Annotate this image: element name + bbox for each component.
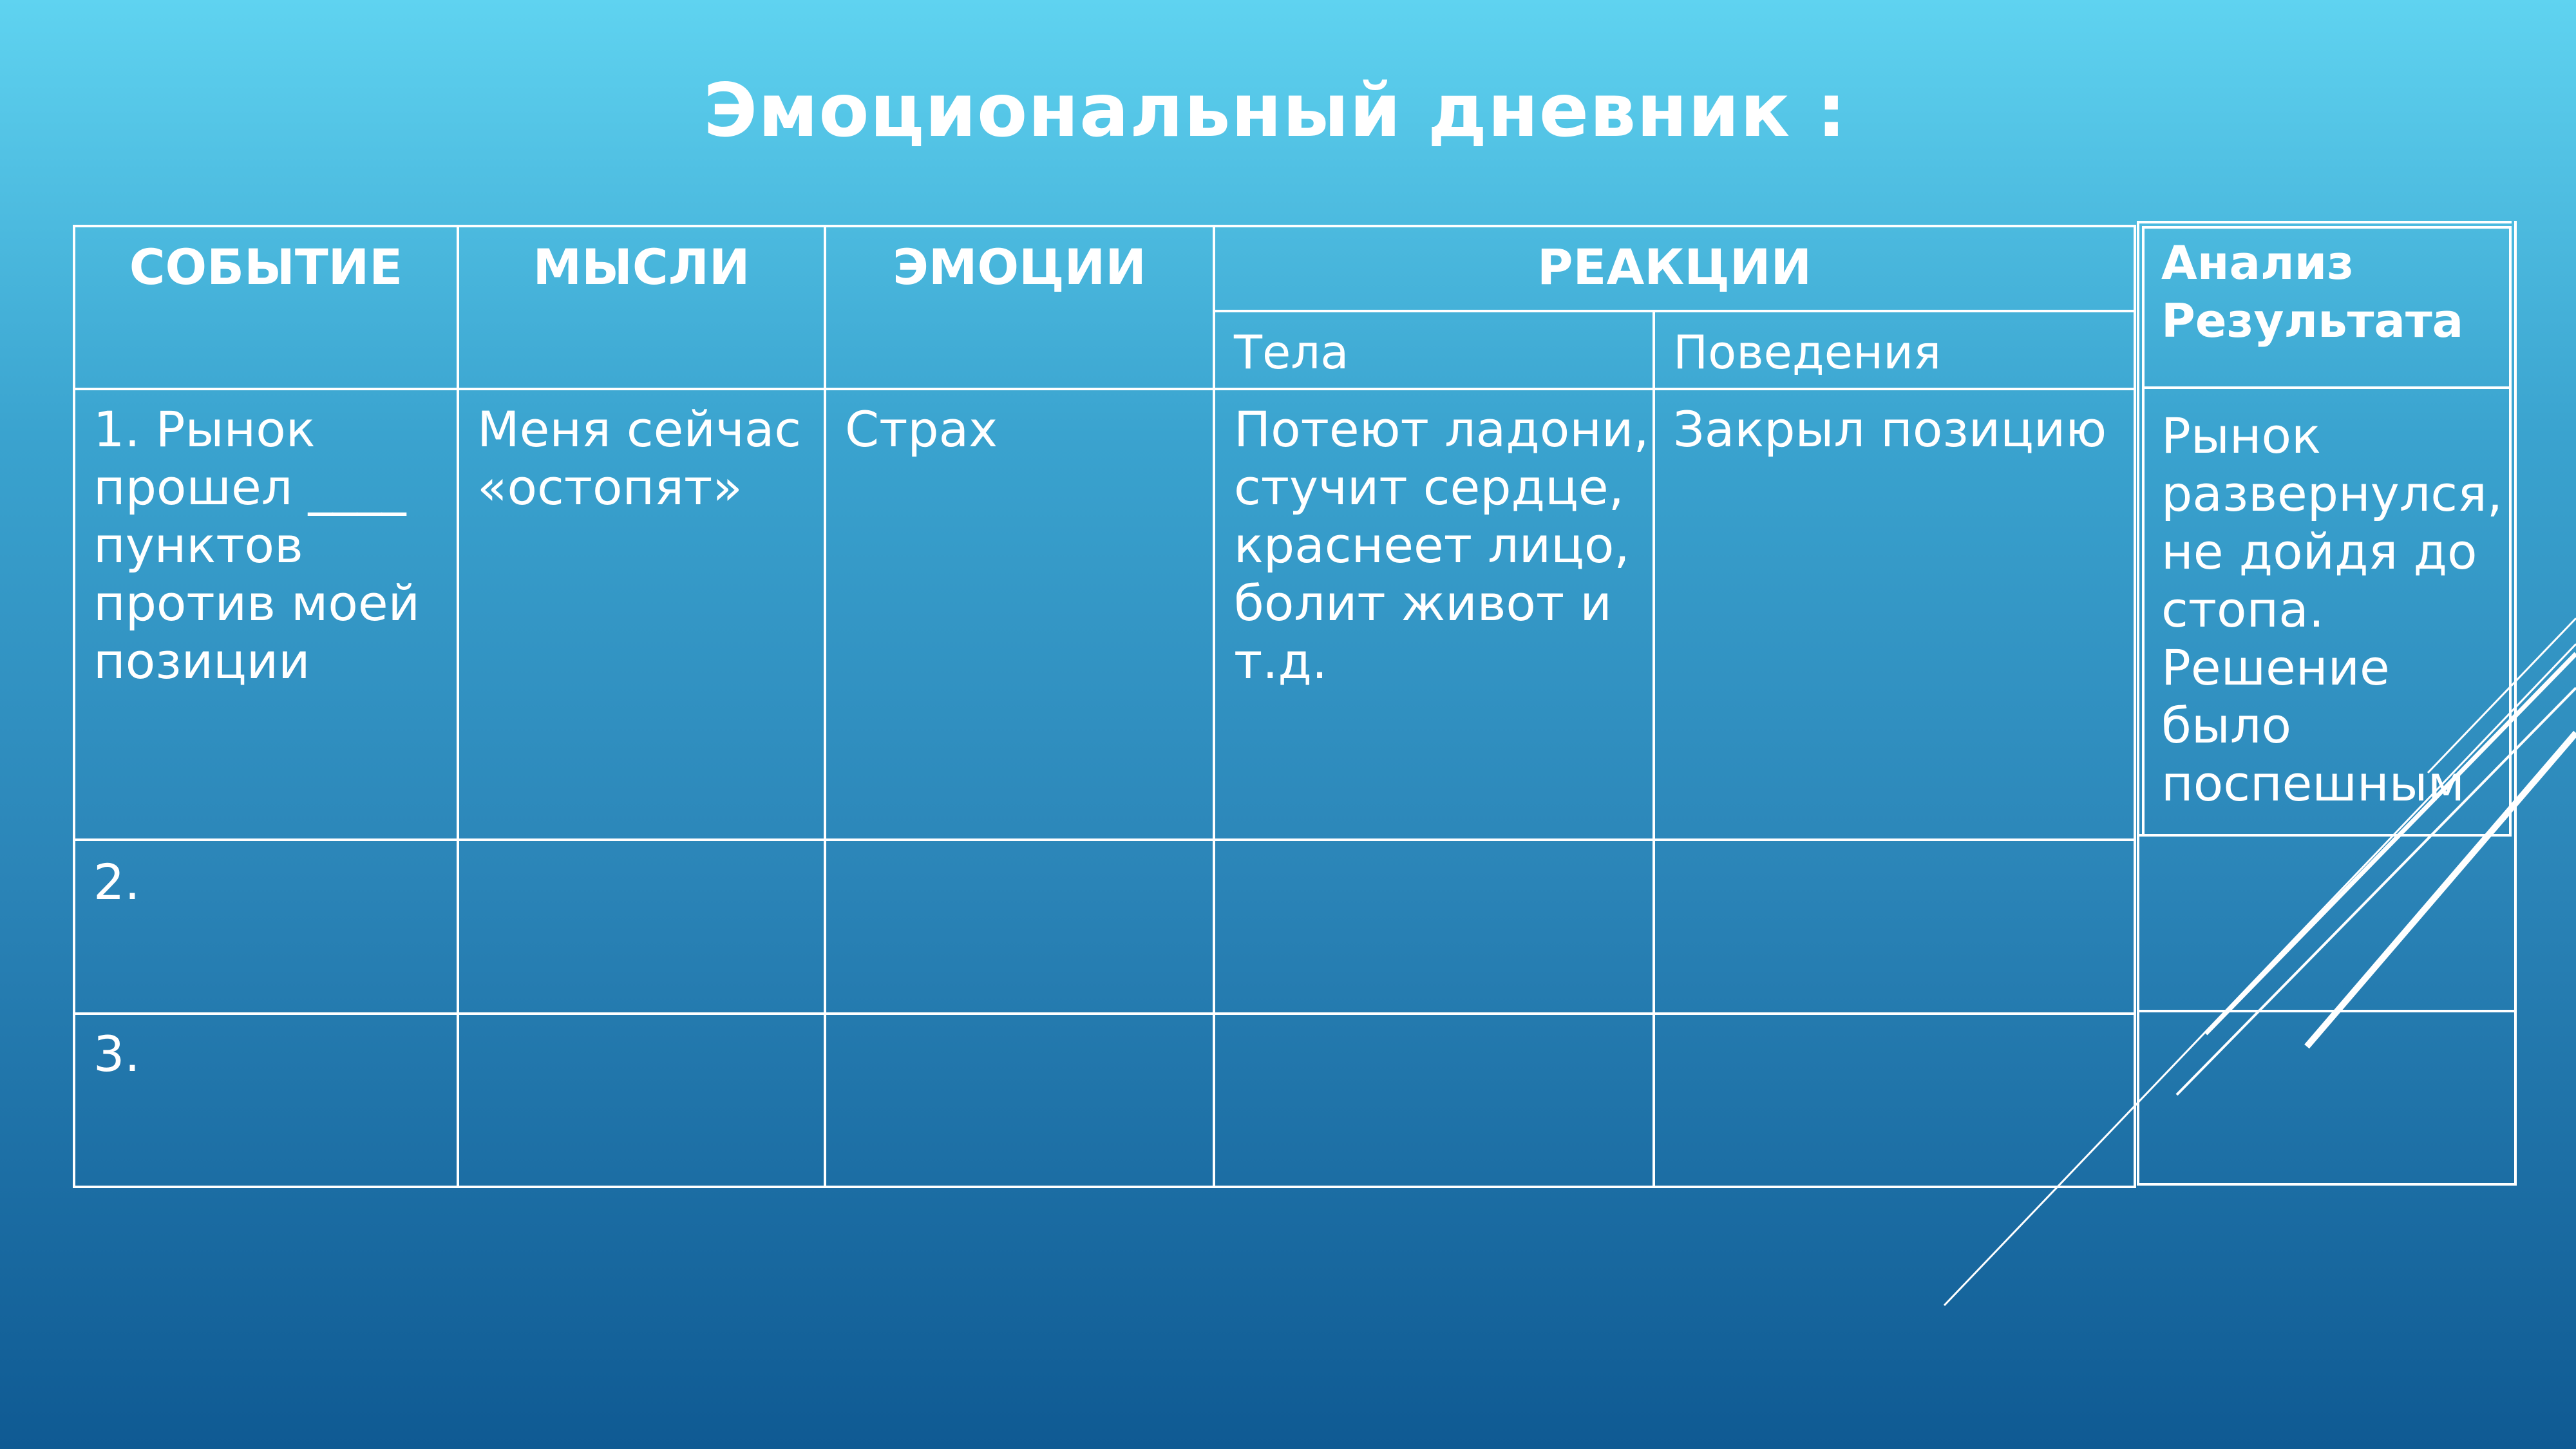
header-event: СОБЫТИЕ xyxy=(129,238,403,296)
analysis-row1: Рынок развернулся, не дойдя до стопа. Решение было поспешным xyxy=(2161,407,2503,812)
header-body: Тела xyxy=(1234,325,1349,379)
header-emotions: ЭМОЦИИ xyxy=(893,238,1146,296)
row3-event: 3. xyxy=(93,1025,140,1083)
row1-emotions: Страх xyxy=(845,401,998,458)
row1-event: 1. Рынок прошел ____ пунктов против моей позиции xyxy=(93,401,421,690)
header-behavior: Поведения xyxy=(1673,325,1942,379)
row1-thoughts: Меня сейчас «остопят» xyxy=(477,401,802,516)
analysis-header: Анализ Результата xyxy=(2161,236,2464,348)
row1-behavior: Закрыл позицию xyxy=(1673,401,2107,458)
row1-body: Потеют ладони, стучит сердце, краснеет лицо, болит живот и т.д. xyxy=(1234,401,1649,690)
header-thoughts: МЫСЛИ xyxy=(533,238,750,296)
row2-event: 2. xyxy=(93,853,140,911)
slide-title: Эмоциональный дневник : xyxy=(703,68,1847,153)
header-reactions: РЕАКЦИИ xyxy=(1537,238,1812,296)
